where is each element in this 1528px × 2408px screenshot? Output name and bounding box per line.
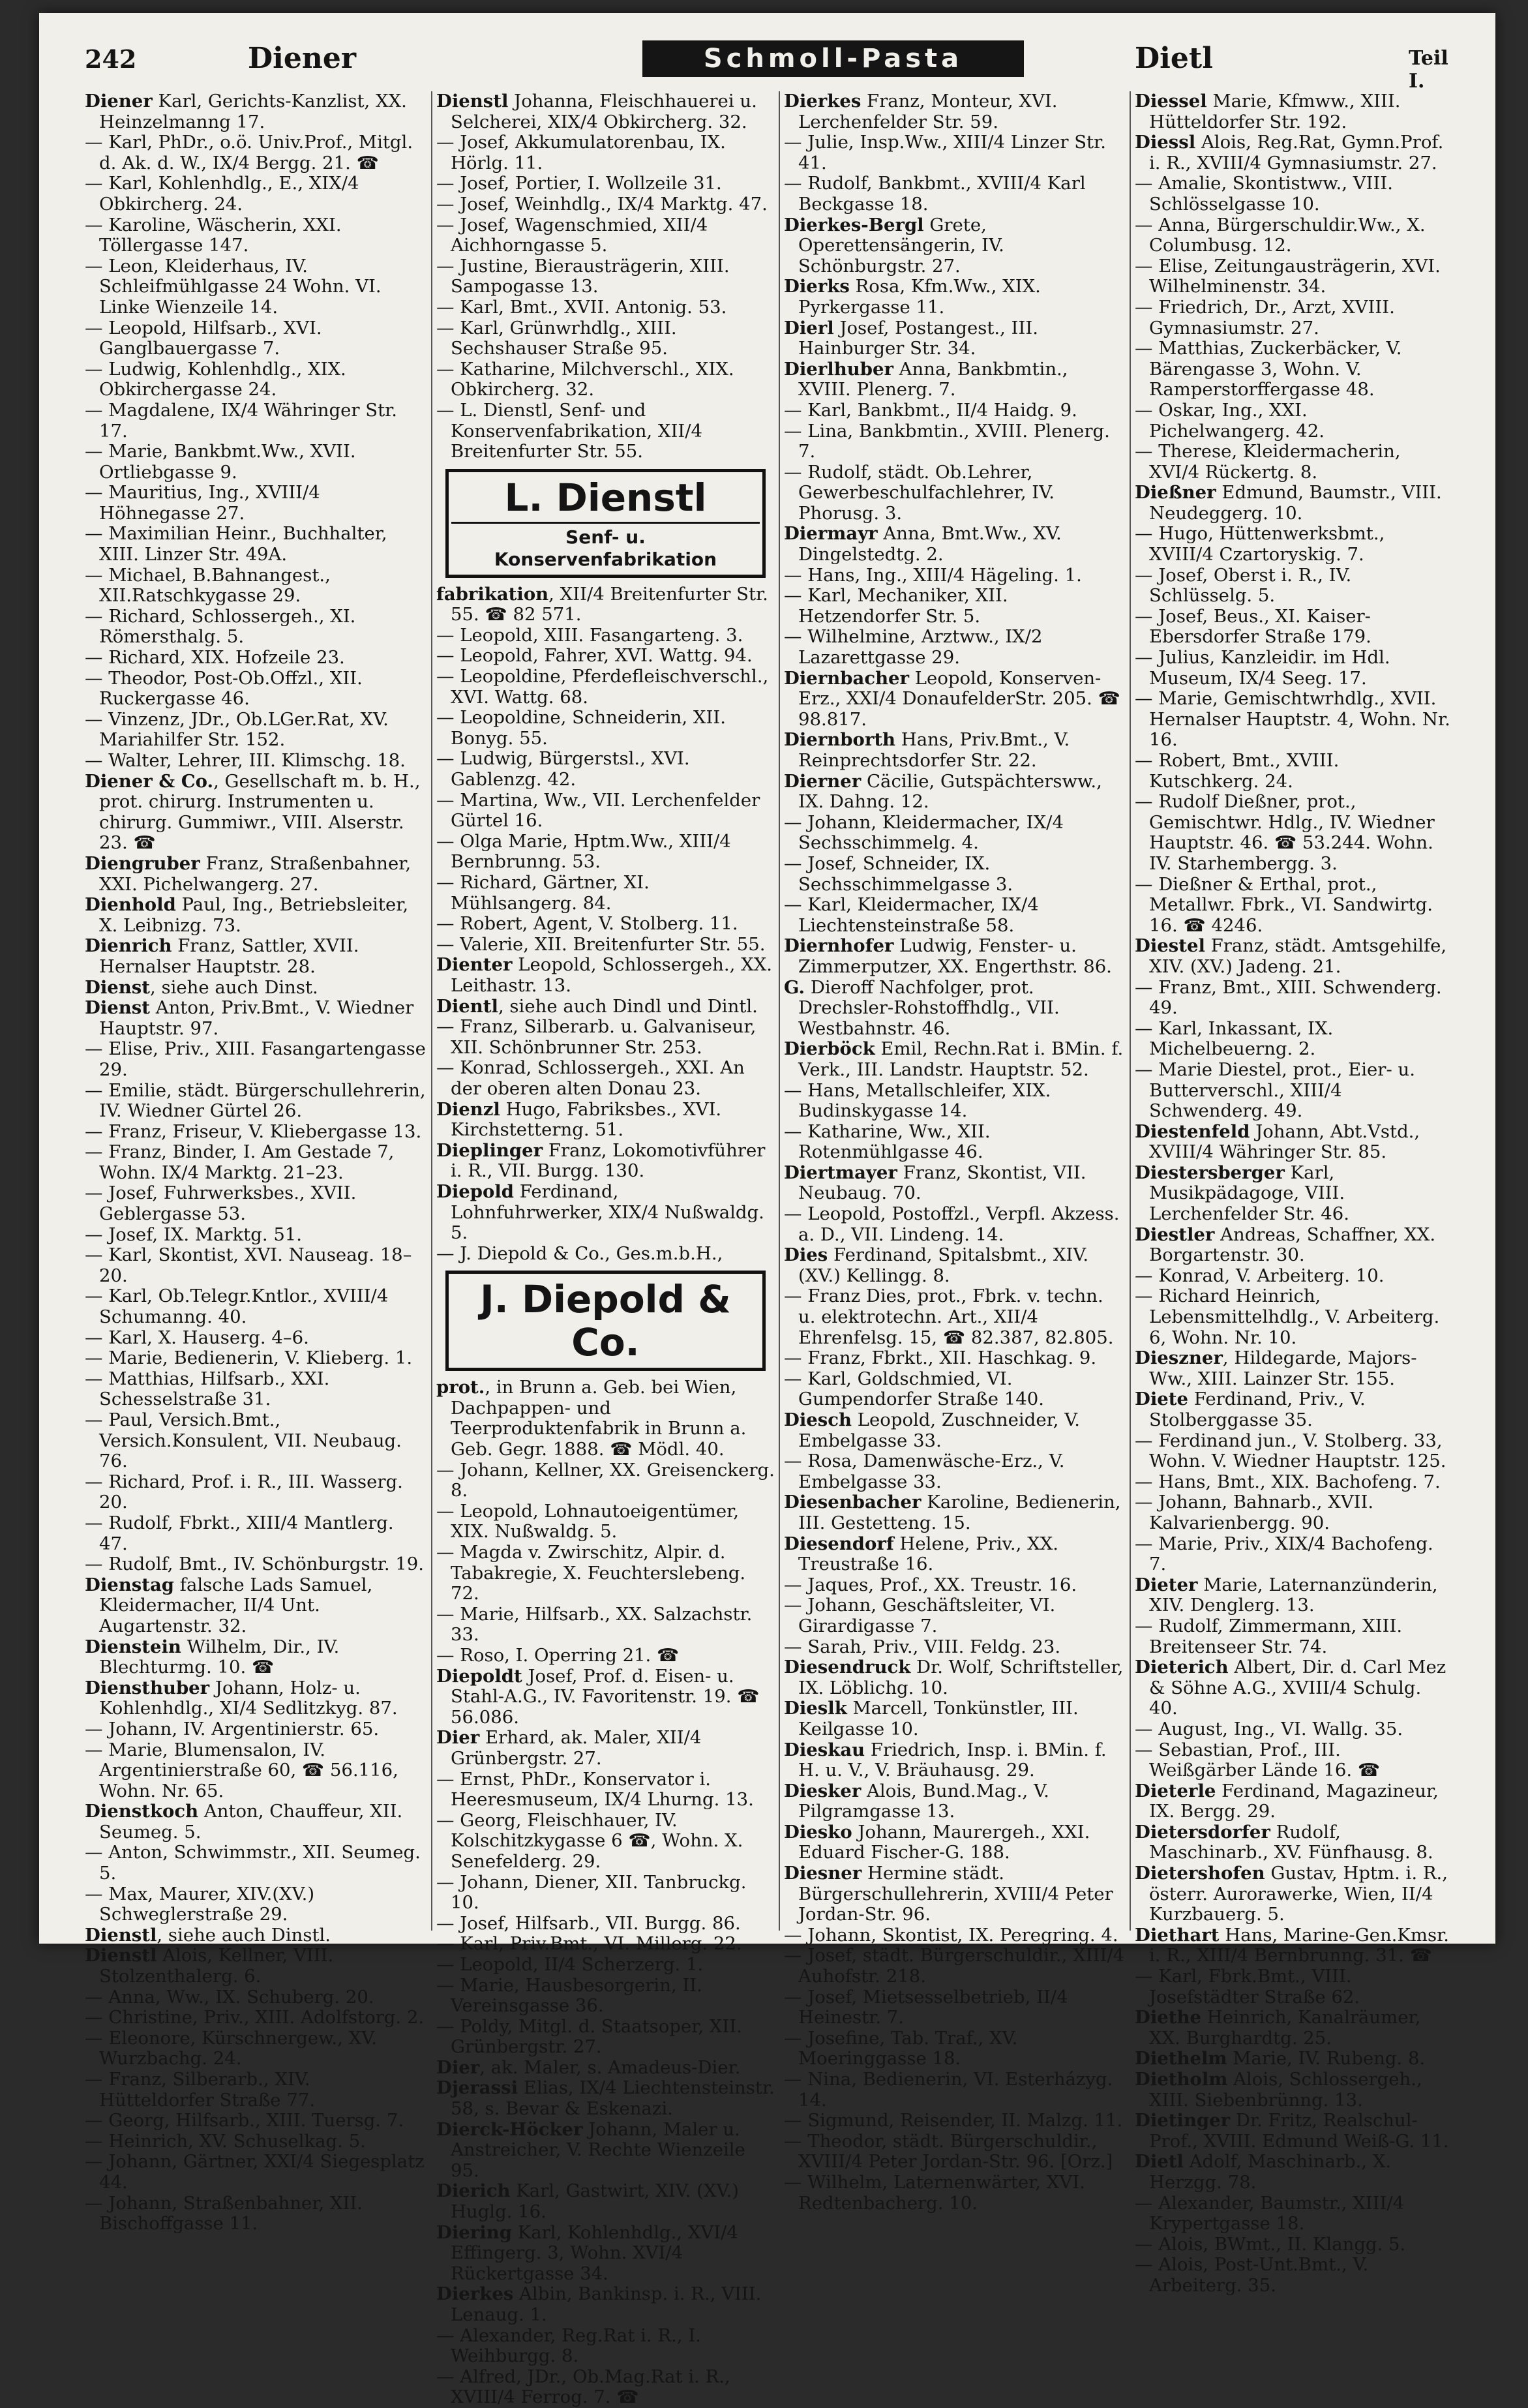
directory-entry: — Poldy, Mitgl. d. Staatsoper, XII. Grünbergstr. 27. [436,2015,742,2058]
directory-entry: — Katharine, Milchverschl., XIX. Obkircherg. 32. [436,358,734,400]
column-3 [784,91,1131,2214]
directory-entry: — Konrad, Schlossergeh., XXI. An der oberen alten Donau 23. [436,1057,745,1099]
directory-entry: Diesner Hermine städt. Bürgerschullehrerin, XVIII/4 Peter Jordan-Str. 96. [784,1863,1113,1925]
directory-entry: — Georg, Hilfsarb., XIII. Tuersg. 7. [85,2110,404,2131]
directory-entry: Dieszner, Hildegarde, Majors-Ww., XIII. Lainzer Str. 155. [1135,1347,1417,1389]
header-advertisement-banner: Schmoll-Pasta [642,40,1024,77]
directory-entry: Dienhold Paul, Ing., Betriebsleiter, X. Leibnizg. 73. [85,894,409,936]
directory-entry: — Josef, IX. Marktg. 51. [85,1224,303,1245]
directory-entry: — Christine, Priv., XIII. Adolfstorg. 2. [85,2007,425,2028]
directory-entry: — Josef, Akkumulatorenbau, IX. Hörlg. 11. [436,132,726,173]
directory-entry: Dier Erhard, ak. Maler, XII/4 Grünbergstr. 27. [436,1727,702,1769]
advertisement-title: J. Diepold & Co. [480,1277,731,1365]
directory-entry: Dietl Adolf, Maschinarb., X. Herzgg. 78. [1135,2151,1392,2193]
directory-entry: — Elise, Priv., XIII. Fasangartengasse 29. [85,1038,426,1080]
directory-entry: Dierner Cäcilie, Gutspächtersww., IX. Dahng. 12. [784,770,1102,813]
directory-entry: — Heinrich, XV. Schuselkag. 5. [85,2130,366,2152]
directory-entry: — Alois, BWmt., II. Klangg. 5. [1135,2233,1406,2255]
directory-entry: Diesenbacher Karoline, Bedienerin, III. Gestetteng. 15. [784,1492,1121,1533]
directory-entry: — Karoline, Wäscherin, XXI. Töllergasse 147. [85,214,342,256]
header-part-label: Teil I. [1409,47,1448,93]
directory-entry: — Johann, IV. Argentinierstr. 65. [85,1718,380,1739]
directory-entry: — Josef, Weinhdlg., IX/4 Marktg. 47. [436,193,768,215]
directory-entry: Dientl, siehe auch Dindl und Dintl. [436,995,758,1017]
directory-entry: — Walter, Lehrer, III. Klimschg. 18. [85,750,406,771]
directory-entry: — Vinzenz, JDr., Ob.LGer.Rat, XV. Mariahilfer Str. 152. [85,708,389,751]
directory-entry: — Michael, B.Bahnangest., XII.Ratschkygasse 29. [85,564,331,607]
directory-entry: — Anton, Schwimmstr., XII. Seumeg. 5. [85,1842,421,1884]
directory-entry: — Jaques, Prof., XX. Treustr. 16. [784,1574,1077,1595]
directory-entry: — Rudolf, Zimmermann, XIII. Breitenseer Str. 74. [1135,1615,1403,1657]
column-4 [1135,91,1454,2296]
directory-entry: Diestersberger Karl, Musikpädagoge, VIII. Lerchenfelder Str. 46. [1135,1162,1350,1225]
directory-entry: — Karl, Mechaniker, XII. Hetzendorfer Str. 5. [784,585,1008,627]
directory-entry: Dienter Leopold, Schlossergeh., XX. Leithastr. 13. [436,954,773,996]
directory-entry: — Johann, Kleidermacher, IX/4 Sechsschimmelg. 4. [784,811,1064,854]
directory-entry: Dieterle Ferdinand, Magazineur, IX. Bergg. 29. [1135,1780,1439,1822]
directory-entry: — Wilhelmine, Arztww., IX/2 Lazarettgasse 29. [784,626,1043,669]
directory-entry: — Paul, Versich.Bmt., Versich.Konsulent, VII. Neubaug. 76. [85,1409,402,1472]
directory-entry: — Karl, Kleidermacher, IX/4 Liechtensteinstraße 58. [784,894,1039,936]
directory-entry: — Richard, Schlossergeh., XI. Römersthalg. 5. [85,605,356,648]
column-2 [436,91,780,2408]
directory-entry: — Karl, PhDr., o.ö. Univ.Prof., Mitgl. d. Ak. d. W., IX/4 Bergg. 21. ☎ [85,132,413,173]
column-1 [85,91,432,2235]
directory-entry: — Rudolf, Fbrkt., XIII/4 Mantlerg. 47. [85,1512,394,1554]
directory-entry: Diepoldt Josef, Prof. d. Eisen- u. Stahl-A.G., IV. Favoritenstr. 19. ☎ 56.086. [436,1665,760,1728]
directory-entry: — Franz, Fbrkt., XII. Haschkag. 9. [784,1347,1097,1369]
advertisement-subtitle: Senf- u. Konservenfabrikation [451,522,760,571]
directory-entry: — Emilie, städt. Bürgerschullehrerin, IV. Wiedner Gürtel 26. [85,1079,426,1122]
directory-entry: — Johann, Skontist, IX. Peregring. 4. [784,1924,1118,1946]
directory-entry: — Karl, Bankbmt., II/4 Haidg. 9. [784,399,1077,421]
directory-entry: — Roso, I. Operring 21. ☎ [436,1645,680,1666]
directory-entry: — Josef, städt. Bürgerschuldir., XIII/4 Auhofstr. 218. [784,1945,1125,1987]
directory-entry: Diesendruck Dr. Wolf, Schriftsteller, IX. Löblichg. 10. [784,1657,1124,1698]
directory-entry: prot., in Brunn a. Geb. bei Wien, Dachpappen- und Teerproduktenfabrik in Brunn a. Geb. Gegr. 1888. ☎ Mödl. 40. [436,1377,747,1460]
directory-entry: Dierlhuber Anna, Bankbmtin., XVIII. Plenerg. 7. [784,358,1068,400]
directory-entry: — Mauritius, Ing., XVIII/4 Höhnegasse 27. [85,482,320,524]
directory-entry: — Alexander, Baumstr., XIII/4 Krypertgasse 18. [1135,2192,1405,2235]
directory-entry: Dierkes Franz, Monteur, XVI. Lerchenfelder Str. 59. [784,91,1058,132]
directory-entry: — Anna, Ww., IX. Schuberg. 20. [85,1986,374,2008]
directory-entry: — Therese, Kleidermacherin, XVI/4 Rückertg. 8. [1135,441,1401,483]
directory-entry: — Marie, Hausbesorgerin, II. Vereinsgasse 36. [436,1974,702,2017]
directory-entry: — Alfred, JDr., Ob.Mag.Rat i. R., XVIII/4 Ferrog. 7. ☎ [436,2366,730,2408]
directory-entry: Dienstl, siehe auch Dinstl. [85,1924,331,1946]
directory-entry: — Robert, Agent, V. Stolberg. 11. [436,913,738,935]
directory-entry: Dietershofen Gustav, Hptm. i. R., österr. Aurorawerke, Wien, II/4 Kurzbauerg. 5. [1135,1863,1448,1925]
directory-entry: — Marie, Gemischtwrhdlg., XVII. Hernalser Hauptstr. 4, Wohn. Nr. 16. [1135,688,1450,751]
directory-page [39,13,1495,2408]
directory-entry: — Karl, Priv.Bmt., VI. Millerg. 22. [436,1933,742,1955]
directory-entry: Dieterich Albert, Dir. d. Carl Mez & Söhne A.G., XVIII/4 Schulg. 40. [1135,1657,1446,1719]
directory-entry: — Eleonore, Kürschnergew., XV. Wurzbachg. 24. [85,2027,378,2069]
directory-entry: Dienstein Wilhelm, Dir., IV. Blechturmg. 10. ☎ [85,1636,340,1678]
directory-entry: — Wilhelm, Laternenwärter, XVI. Redtenbacherg. 10. [784,2171,1085,2214]
directory-entry: Diethe Heinrich, Kanalräumer, XX. Burghardtg. 25. [1135,2007,1421,2049]
directory-entry: — Alexander, Reg.Rat i. R., I. Weihburgg. 8. [436,2325,701,2367]
directory-entry: Dieslk Marcell, Tonkünstler, III. Keilgasse 10. [784,1698,1079,1739]
directory-entry: Diensthuber Johann, Holz- u. Kohlenhdlg., XI/4 Sedlitzkyg. 87. [85,1677,398,1719]
directory-entry: — Karl, Fbrk.Bmt., VIII. Josefstädter Straße 62. [1135,1966,1360,2008]
directory-entry: — Johann, Diener, XII. Tanbruckg. 10. [436,1871,747,1914]
directory-entry: — Magda v. Zwirschitz, Alpir. d. Tabakregie, X. Feuchterslebeng. 72. [436,1542,746,1604]
directory-entry: — Julie, Insp.Ww., XIII/4 Linzer Str. 41. [784,132,1106,173]
directory-entry: — Rudolf, Bmt., IV. Schönburgstr. 19. [85,1554,425,1575]
directory-entry: — Johann, Gärtner, XXI/4 Siegesplatz 44. [85,2151,425,2193]
directory-entry: — Richard, Prof. i. R., III. Wasserg. 20. [85,1471,403,1513]
directory-entry: — Josefine, Tab. Traf., XV. Moeringgasse 18. [784,2027,1018,2069]
directory-entry: — Marie, Bankbmt.Ww., XVII. Ortliebgasse 9. [85,441,356,483]
directory-entry: Diestler Andreas, Schaffner, XX. Borgartenstr. 30. [1135,1224,1436,1266]
directory-entry: — Marie, Hilfsarb., XX. Salzachstr. 33. [436,1603,753,1646]
directory-entry: Dienstkoch Anton, Chauffeur, XII. Seumeg. 5. [85,1801,403,1843]
directory-entry: — Franz, Binder, I. Am Gestade 7, Wohn. IX/4 Marktg. 21–23. [85,1141,395,1183]
directory-entry: — Alois, Post-Unt.Bmt., V. Arbeiterg. 35. [1135,2254,1369,2296]
directory-entry: — Marie, Bedienerin, V. Klieberg. 1. [85,1347,413,1369]
directory-entry: Diessel Marie, Kfmww., XIII. Hütteldorfer Str. 192. [1135,91,1401,132]
directory-entry: Dier, ak. Maler, s. Amadeus-Dier. [436,2056,741,2078]
directory-entry: Diesko Johann, Maurergeh., XXI. Eduard Fischer-G. 188. [784,1821,1090,1863]
directory-entry: — Rudolf, Bankbmt., XVIII/4 Karl Beckgasse 18. [784,173,1086,215]
directory-entry: — Nina, Bedienerin, VI. Esterházyg. 14. [784,2069,1113,2111]
directory-entry: — Leopold, Postoffzl., Verpfl. Akzess. a. D., VII. Lindeng. 14. [784,1203,1120,1245]
directory-columns [85,91,1454,2408]
directory-entry: — Konrad, V. Arbeiterg. 10. [1135,1265,1385,1286]
directory-entry: — Karl, Kohlenhdlg., E., XIX/4 Obkircherg. 24. [85,173,359,215]
directory-entry: — Karl, Goldschmied, VI. Gumpendorfer Straße 140. [784,1368,1045,1410]
directory-entry: Dietholm Alois, Schlossergeh., XIII. Siebenbrünng. 13. [1135,2069,1422,2111]
directory-entry: — Franz, Silberarb. u. Galvaniseur, XII. Schönbrunner Str. 253. [436,1016,757,1058]
directory-entry: Diestel Franz, städt. Amtsgehilfe, XIV. (XV.) Jadeng. 21. [1135,935,1447,977]
directory-entry: Dießner Edmund, Baumstr., VIII. Neudeggerg. 10. [1135,482,1442,524]
directory-entry: — Ernst, PhDr., Konservator i. Heeresmuseum, IX/4 Lhurng. 13. [436,1768,754,1811]
directory-entry: — Hans, Ing., XIII/4 Hägeling. 1. [784,564,1082,586]
directory-entry: — Josef, Beus., XI. Kaiser-Ebersdorfer Straße 179. [1135,605,1371,648]
directory-entry: Diessl Alois, Reg.Rat, Gymn.Prof. i. R., XVIII/4 Gymnasiumstr. 27. [1135,132,1444,173]
directory-entry: Dienst Anton, Priv.Bmt., V. Wiedner Hauptstr. 97. [85,997,414,1039]
directory-entry: — Josef, Portier, I. Wollzeile 31. [436,173,722,194]
directory-entry: — Matthias, Hilfsarb., XXI. Schesselstraße 31. [85,1368,330,1410]
directory-entry: — Richard Heinrich, Lebensmittelhdlg., V. Arbeiterg. 6, Wohn. Nr. 10. [1135,1286,1440,1348]
directory-entry: — Robert, Bmt., XVIII. Kutschkerg. 24. [1135,750,1340,792]
directory-entry: — Franz Dies, prot., Fbrk. v. techn. u. elektrotechn. Art., XII/4 Ehrenfelsg. 15, ☎ 82.387, 82.805. [784,1286,1114,1348]
directory-entry: Diener Karl, Gerichts-Kanzlist, XX. Heinzelmanng 17. [85,91,407,132]
directory-entry: — Josef, Hilfsarb., VII. Burgg. 86. [436,1912,741,1934]
directory-entry: — Ferdinand jun., V. Stolberg. 33, Wohn. V. Wiedner Hauptstr. 125. [1135,1430,1446,1472]
directory-entry: — Karl, Ob.Telegr.Kntlor., XVIII/4 Schumanng. 40. [85,1286,389,1328]
directory-entry: Diengruber Franz, Straßenbahner, XXI. Pichelwangerg. 27. [85,852,412,895]
directory-entry: Dierck-Höcker Johann, Maler u. Anstreicher, V. Rechte Wienzeile 95. [436,2118,745,2181]
directory-entry: — Leopoldine, Schneiderin, XII. Bonyg. 55. [436,707,726,749]
header-first-entry: Diener [248,42,357,75]
directory-entry: Diesendorf Helene, Priv., XX. Treustraße 16. [784,1533,1059,1575]
directory-entry: — Franz, Friseur, V. Kliebergasse 13. [85,1121,422,1142]
directory-entry: — Leon, Kleiderhaus, IV. Schleifmühlgasse 24 Wohn. VI. Linke Wienzeile 14. [85,255,382,318]
directory-entry: Dienzl Hugo, Fabriksbes., XVI. Kirchstetterng. 51. [436,1098,722,1141]
directory-entry: — Oskar, Ing., XXI. Pichelwangerg. 42. [1135,399,1325,442]
directory-entry: Diepold Ferdinand, Lohnfuhrwerker, XIX/4 Nußwaldg. 5. [436,1181,764,1244]
directory-entry: Diertmayer Franz, Skontist, VII. Neubaug. 70. [784,1162,1086,1204]
directory-entry: Diesker Alois, Bund.Mag., V. Pilgramgasse 13. [784,1780,1049,1822]
directory-entry: — Richard, Gärtner, XI. Mühlsangerg. 84. [436,872,650,914]
directory-entry: Dieter Marie, Laternanzünderin, XIV. Denglerg. 13. [1135,1574,1438,1616]
page-header [85,39,1454,91]
directory-entry: Diete Ferdinand, Priv., V. Stolberggasse 35. [1135,1389,1366,1430]
directory-entry: Dienst, siehe auch Dinst. [85,976,318,998]
directory-entry: — Johann, Straßenbahner, XII. Bischoffgasse 11. [85,2192,363,2235]
directory-entry: Dieplinger Franz, Lokomotivführer i. R., VII. Burgg. 130. [436,1139,766,1182]
directory-entry: Dienstl Johanna, Fleischhauerei u. Selcherei, XIX/4 Obkircherg. 32. [436,91,757,132]
directory-entry: Dienrich Franz, Sattler, XVII. Hernalser Hauptstr. 28. [85,935,359,977]
directory-entry: — Karl, Grünwrhdlg., XIII. Sechshauser Straße 95. [436,317,677,359]
page-number: 242 [85,44,137,74]
directory-entry: — Marie, Priv., XIX/4 Bachofeng. 7. [1135,1533,1433,1575]
directory-entry: — Sebastian, Prof., III. Weißgärber Lände 16. ☎ [1135,1739,1381,1781]
directory-entry: Dierich Karl, Gastwirt, XIV. (XV.) Huglg. 16. [436,2180,739,2223]
header-last-entry: Dietl [1135,42,1213,75]
directory-entry: Diestenfeld Johann, Abt.Vstd., XVIII/4 Währinger Str. 85. [1135,1121,1420,1163]
directory-entry: Diener & Co., Gesellschaft m. b. H., prot. chirurg. Instrumenten u. chirurg. Gummiwr., VIII. Alserstr. 23. ☎ [85,770,421,854]
directory-entry: — J. Diepold & Co., Ges.m.b.H., [436,1242,723,1264]
directory-entry: Diernbacher Leopold, Konserven-Erz., XXI/4 DonaufelderStr. 205. ☎ 98.817. [784,667,1120,730]
directory-entry: Dietersdorfer Rudolf, Maschinarb., XV. Fünfhausg. 8. [1135,1821,1433,1863]
directory-entry: — Karl, Bmt., XVII. Antonig. 53. [436,296,727,318]
directory-entry: — Rudolf, städt. Ob.Lehrer, Gewerbeschulfachlehrer, IV. Phorusg. 3. [784,461,1055,524]
directory-entry: — Justine, Bierausträgerin, XIII. Sampogasse 13. [436,255,730,297]
advertisement-box [445,469,766,578]
directory-entry: Dienstl Alois, Kellner, VIII. Stolzenthalerg. 6. [85,1945,334,1987]
directory-entry: Diethart Hans, Marine-Gen.Kmsr. i. R., XIII/4 Bernbrunng. 31. ☎ [1135,1924,1449,1966]
directory-entry: — Martina, Ww., VII. Lerchenfelder Gürtel 16. [436,789,760,832]
directory-entry: — Amalie, Skontistww., VIII. Schlösselgasse 10. [1135,173,1393,215]
directory-entry: Dienstag falsche Lads Samuel, Kleidermacher, II/4 Unt. Augartenstr. 32. [85,1574,373,1636]
directory-entry: — Josef, Oberst i. R., IV. Schlüsselg. 5. [1135,564,1352,607]
directory-entry: — Georg, Fleischhauer, IV. Kolschitzkygasse 6 ☎, Wohn. X. Senefelderg. 29. [436,1809,743,1872]
directory-entry: — Matthias, Zuckerbäcker, V. Bärengasse 3, Wohn. V. Ramperstorffergasse 48. [1135,338,1402,400]
directory-entry: — Richard, XIX. Hofzeile 23. [85,647,345,669]
directory-entry: — Josef, Wagenschmied, XII/4 Aichhorngasse 5. [436,214,708,256]
directory-entry: — Katharine, Ww., XII. Rotenmühlgasse 46. [784,1121,991,1163]
directory-entry: — Karl, X. Hauserg. 4–6. [85,1327,309,1348]
advertisement-title: L. Dienstl [504,475,707,520]
directory-entry: — Max, Maurer, XIV.(XV.) Schweglerstraße 29. [85,1883,315,1925]
directory-entry: — Anna, Bürgerschuldir.Ww., X. Columbusg. 12. [1135,214,1426,256]
directory-entry: — Lina, Bankbmtin., XVIII. Plenerg. 7. [784,420,1110,462]
directory-entry: — Theodor, städt. Bürgerschuldir., XVIII/4 Peter Jordan-Str. 96. [Orz.] [784,2130,1113,2173]
directory-entry: — Marie, Blumensalon, IV. Argentinierstraße 60, ☎ 56.116, Wohn. Nr. 65. [85,1739,398,1801]
directory-entry: Djerassi Elias, IX/4 Liechtensteinstr. 58, s. Bevar & Eskenazi. [436,2077,775,2120]
directory-entry: Dierl Josef, Postangest., III. Hainburger Str. 34. [784,317,1038,359]
directory-entry: — Leopold, Lohnautoeigentümer, XIX. Nußwaldg. 5. [436,1500,739,1543]
directory-entry: — Leopold, XIII. Fasangarteng. 3. [436,624,743,646]
directory-entry: — Karl, Inkassant, IX. Michelbeuerng. 2. [1135,1017,1334,1060]
directory-entry: — Franz, Silberarb., XIV. Hütteldorfer Straße 77. [85,2069,316,2111]
directory-entry: Dies Ferdinand, Spitalsbmt., XIV. (XV.) Kellingg. 8. [784,1244,1089,1286]
directory-entry: — Josef, Fuhrwerksbes., XVII. Geblergasse 53. [85,1182,357,1225]
directory-entry: — Johann, Kellner, XX. Greisenckerg. 8. [436,1459,775,1501]
directory-entry: Diering Karl, Kohlenhdlg., XVI/4 Effingerg. 3, Wohn. XVI/4 Rückertgasse 34. [436,2221,738,2284]
directory-entry: Diesch Leopold, Zuschneider, V. Embelgasse 33. [784,1409,1080,1451]
directory-entry: Diernborth Hans, Priv.Bmt., V. Reinprechtsdorfer Str. 22. [784,729,1070,771]
directory-entry: — L. Dienstl, Senf- und Konservenfabrikation, XII/4 Breitenfurter Str. 55. [436,399,702,462]
directory-entry: — Marie Diestel, prot., Eier- u. Butterverschl., XIII/4 Schwenderg. 49. [1135,1059,1415,1122]
directory-entry: — August, Ing., VI. Wallg. 35. [1135,1718,1403,1739]
directory-entry: Diermayr Anna, Bmt.Ww., XV. Dingelstedtg. 2. [784,523,1062,565]
directory-entry: — Hugo, Hüttenwerksbmt., XVIII/4 Czartoryskig. 7. [1135,523,1385,565]
directory-entry: — Rudolf Dießner, prot., Gemischtwr. Hdlg., IV. Wiedner Hauptstr. 46. ☎ 53.244. Wohn. IV. Starhembergg. 3. [1135,791,1435,874]
directory-entry: Dierks Rosa, Kfm.Ww., XIX. Pyrkergasse 11. [784,276,1041,318]
directory-entry: — Leopold, Fahrer, XVI. Wattg. 94. [436,645,753,667]
directory-entry: — Johann, Geschäftsleiter, VI. Girardigasse 7. [784,1595,1056,1636]
directory-entry: — Magdalene, IX/4 Währinger Str. 17. [85,399,398,442]
directory-entry: Dietinger Dr. Fritz, Realschul-Prof., XVIII. Edmund Weiß-G. 11. [1135,2110,1449,2152]
directory-entry: Dierböck Emil, Rechn.Rat i. BMin. f. Verk., III. Landstr. Hauptstr. 52. [784,1038,1124,1080]
directory-entry: — Leopold, II/4 Scherzerg. 1. [436,1953,704,1975]
directory-entry: Diernhofer Ludwig, Fenster- u. Zimmerputzer, XX. Engerthstr. 86. [784,935,1112,977]
directory-entry: — Hans, Bmt., XIX. Bachofeng. 7. [1135,1471,1441,1492]
directory-entry: — Leopold, Hilfsarb., XVI. Ganglbauergasse 7. [85,317,322,359]
directory-entry: — Sigmund, Reisender, II. Malzg. 11. [784,2110,1123,2131]
directory-entry: — Johann, Bahnarb., XVII. Kalvarienbergg. 90. [1135,1492,1374,1533]
directory-entry: — Ludwig, Kohlenhdlg., XIX. Obkirchergasse 24. [85,358,346,400]
directory-entry: Diethelm Marie, IV. Rubeng. 8. [1135,2048,1426,2069]
directory-entry: — Dießner & Erthal, prot., Metallwr. Fbrk., VI. Sandwirtg. 16. ☎ 4246. [1135,873,1433,936]
directory-entry: — Leopoldine, Pferdefleischverschl., XVI. Wattg. 68. [436,666,769,708]
directory-entry: — Friedrich, Dr., Arzt, XVIII. Gymnasiumstr. 27. [1135,296,1395,339]
advertisement-box [445,1271,766,1371]
directory-entry: — Elise, Zeitungausträgerin, XVI. Wilhelminenstr. 34. [1135,255,1441,297]
directory-entry: Dierkes Albin, Bankinsp. i. R., VIII. Lenaug. 1. [436,2283,762,2325]
directory-entry: Dierkes-Bergl Grete, Operettensängerin, IV. Schönburgstr. 27. [784,214,1004,277]
directory-entry: — Rosa, Damenwäsche-Erz., V. Embelgasse 33. [784,1451,1065,1492]
directory-entry: — Julius, Kanzleidir. im Hdl. Museum, IX/4 Seeg. 17. [1135,647,1390,689]
directory-entry: fabrikation, XII/4 Breitenfurter Str. 55. ☎ 82 571. [436,583,768,625]
directory-entry: — Franz, Bmt., XIII. Schwenderg. 49. [1135,976,1442,1019]
directory-entry: G. Dieroff Nachfolger, prot. Drechsler-Rohstoffhdlg., VII. Westbahnstr. 46. [784,976,1060,1039]
directory-entry: — Karl, Skontist, XVI. Nauseag. 18–20. [85,1244,412,1286]
directory-entry: — Theodor, Post-Ob.Offzl., XII. Ruckergasse 46. [85,667,363,710]
directory-entry: — Maximilian Heinr., Buchhalter, XIII. Linzer Str. 49A. [85,523,387,565]
directory-entry: — Josef, Schneider, IX. Sechsschimmelgasse 3. [784,852,1013,895]
directory-entry: — Valerie, XII. Breitenfurter Str. 55. [436,933,766,955]
directory-entry: — Olga Marie, Hptm.Ww., XIII/4 Bernbrunng. 53. [436,830,731,873]
directory-entry: — Sarah, Priv., VIII. Feldg. 23. [784,1636,1061,1657]
directory-entry: — Ludwig, Bürgerstsl., XVI. Gablenzg. 42. [436,748,690,790]
directory-entry: — Hans, Metallschleifer, XIX. Budinskygasse 14. [784,1079,1051,1122]
directory-entry: Dieskau Friedrich, Insp. i. BMin. f. H. u. V., V. Bräuhausg. 29. [784,1739,1107,1781]
directory-entry: — Josef, Mietsesselbetrieb, II/4 Heinestr. 7. [784,1986,1068,2028]
